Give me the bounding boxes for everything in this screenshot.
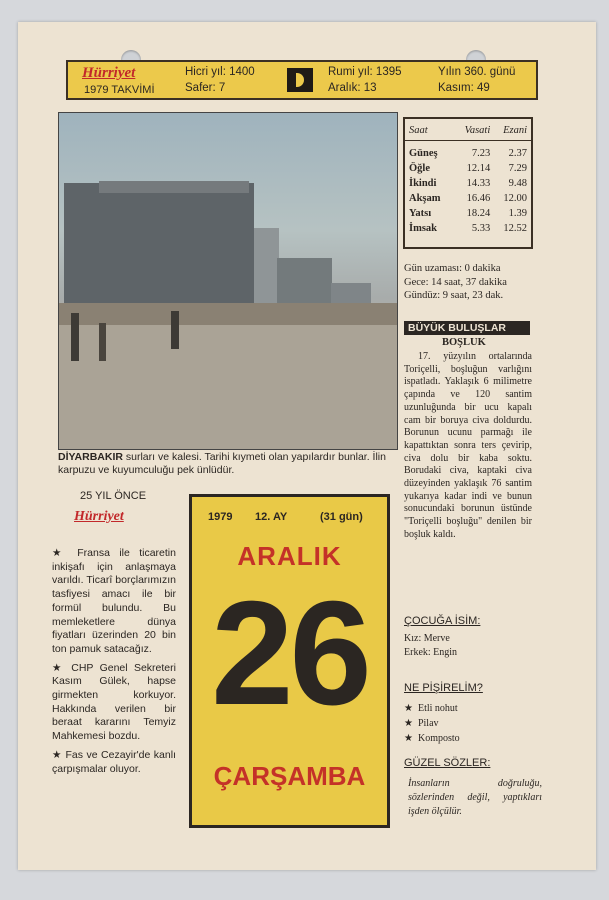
bosluk-story [404, 351, 532, 542]
cocuga-isim-heading: ÇOCUĞA İSİM: [404, 615, 481, 627]
guzel-sozler-text: İnsanların doğruluğu, sözlerinden değil, yaptıkları işden ölçülür. [408, 778, 542, 817]
leaf-day: 26 [211, 571, 368, 736]
header-bar [66, 60, 538, 100]
kasim: Kasım: 49 [438, 82, 490, 94]
menu-item-label: Etli nohut [417, 703, 458, 714]
table-row [405, 146, 531, 161]
gun-uzamasi: Gün uzaması: 0 dakika [404, 263, 501, 274]
ne-pisirelim-heading: NE PİŞİRELİM? [404, 682, 483, 694]
guzel-sozler-heading: GÜZEL SÖZLER: [404, 757, 491, 769]
table-row [405, 191, 531, 206]
leaf-weekday: ÇARŞAMBA [213, 761, 366, 791]
once-hurriyet-logo: Hürriyet [74, 509, 124, 524]
prayer-times-table [403, 117, 533, 249]
once-news [52, 547, 176, 781]
menu-item: ★ Pilav [404, 718, 439, 729]
row-vasati: 14.33 [466, 178, 491, 189]
photo-caption [58, 451, 396, 477]
takvim-label: 1979 TAKVİMİ [84, 84, 155, 96]
row-name: Akşam [409, 193, 441, 204]
gunduz-suresi: Gündüz: 9 saat, 23 dak. [404, 290, 504, 301]
row-ezani: 1.39 [508, 208, 527, 219]
row-ezani: 7.29 [508, 163, 527, 174]
menu-item: ★ Etli nohut [404, 703, 458, 714]
table-row [405, 176, 531, 191]
day-length [404, 262, 507, 303]
row-ezani: 9.48 [508, 178, 527, 189]
gece-suresi: Gece: 14 saat, 37 dakika [404, 276, 507, 288]
news-item: ★ CHP Genel Sekreteri Kasım Gülek, hapse girmekten korkuyor. Hakkında verilen bir beraat kararını Temyiz Mahkemesi bozdu. [52, 661, 176, 743]
row-ezani: 12.52 [503, 223, 527, 234]
leaf-year: 1979 [208, 511, 233, 523]
caption-city: DİYARBAKIR [58, 451, 123, 463]
row-vasati: 16.46 [466, 193, 491, 204]
row-ezani: 2.37 [508, 148, 527, 159]
col-ezani: Ezani [503, 125, 527, 136]
row-name: İkindi [409, 178, 437, 189]
erkek-ismi: Erkek: Engin [404, 647, 458, 658]
leaf-month: ARALIK [237, 541, 342, 571]
bosluk-title: BOŞLUK [442, 337, 486, 348]
table-row [405, 161, 531, 176]
leaf-days-in-month: (31 gün) [320, 511, 363, 523]
news-item: ★ Fransa ile ticaretin inkişafı için anlaşmaya varıldı. Ticarî borçlarımızın tasfiyesi amacı ile bir formül bulundu. Bu memleketlere dünya fiyatları üzerinden 20 bin ton pamuk satacağız. [52, 547, 176, 655]
row-name: Öğle [409, 163, 430, 174]
day-of-year: Yılın 360. günü [438, 66, 516, 78]
safer: Safer: 7 [185, 82, 226, 94]
row-ezani: 12.00 [503, 193, 527, 204]
diyarbakir-photo [58, 112, 398, 450]
once-title: 25 YIL ÖNCE [80, 490, 147, 502]
row-vasati: 18.24 [466, 208, 491, 219]
news-text: Fas ve Cezayir'de kanlı çarpışmalar oluyor. [52, 748, 176, 775]
leaf-month-no: 12. AY [255, 511, 288, 523]
hurriyet-logo: Hürriyet [82, 65, 136, 81]
table-header [405, 119, 531, 141]
row-vasati: 5.33 [471, 223, 491, 234]
news-text: CHP Genel Sekreteri Kasım Gülek, hapse girmekten korkuyor. Hakkında verilen bir beraat kararını Temyiz Mahkemesi bozdu. [52, 661, 176, 743]
menu-item-label: Komposto [417, 733, 460, 744]
calendar-leaf [189, 494, 390, 828]
row-name: İmsak [409, 223, 438, 234]
rumi-year: Rumi yıl: 1395 [328, 66, 402, 78]
bosluk-text: 17. yüzyılın ortalarında Toriçelli, boşluğun varlığını ispatladı. Yaklaşık 6 milimetre çapında ve 120 santim uzunluğunda bir ucu kapalı cam bir boruya civa doldurdu. Borunun ucunu parmağı ile kapattıktan sonra ters çevirip, civa dolu bir kaba soktu. Borudaki civa, kaptaki civa düzeyinden yaklaşık 76 santim yukarıya kadar indi ve bunun sonucundaki borunun üstünde "Toriçelli boşluğu" denilen bir boşluk kaldı. [404, 351, 532, 540]
news-item: ★ Fas ve Cezayir'de kanlı çarpışmalar oluyor. [52, 748, 176, 775]
d-logo-icon [287, 68, 313, 92]
table-row [405, 221, 531, 236]
row-vasati: 12.14 [466, 163, 491, 174]
aralik-rumi: Aralık: 13 [328, 82, 377, 94]
menu-item: ★ Komposto [404, 733, 460, 744]
table-row [405, 206, 531, 221]
hicri-year: Hicri yıl: 1400 [185, 66, 255, 78]
row-name: Güneş [409, 148, 438, 159]
row-vasati: 7.23 [471, 148, 491, 159]
isim-list [404, 632, 457, 660]
col-saat: Saat [409, 125, 428, 136]
menu-item-label: Pilav [417, 718, 439, 729]
buyuk-buluslar-heading: BÜYÜK BULUŞLAR [404, 321, 530, 335]
col-vasati: Vasati [464, 125, 491, 136]
kiz-ismi: Kız: Merve [404, 633, 450, 644]
row-name: Yatsı [409, 208, 432, 219]
caption-text: surları ve kalesi. Tarihi kıymeti olan yapılardır bunlar. İlin karpuzu ve kuyumculuğu pek ünlüdür. [58, 451, 386, 476]
menu-list [404, 701, 460, 746]
news-text: Fransa ile ticaretin inkişafı için anlaşmaya varıldı. Ticarî borçlarımızın tasfiyesi amacı ile bir formül bulundu. Bu memleketlere dünya fiyatları üzerinden 20 bin ton pamuk satacağız. [52, 547, 176, 655]
